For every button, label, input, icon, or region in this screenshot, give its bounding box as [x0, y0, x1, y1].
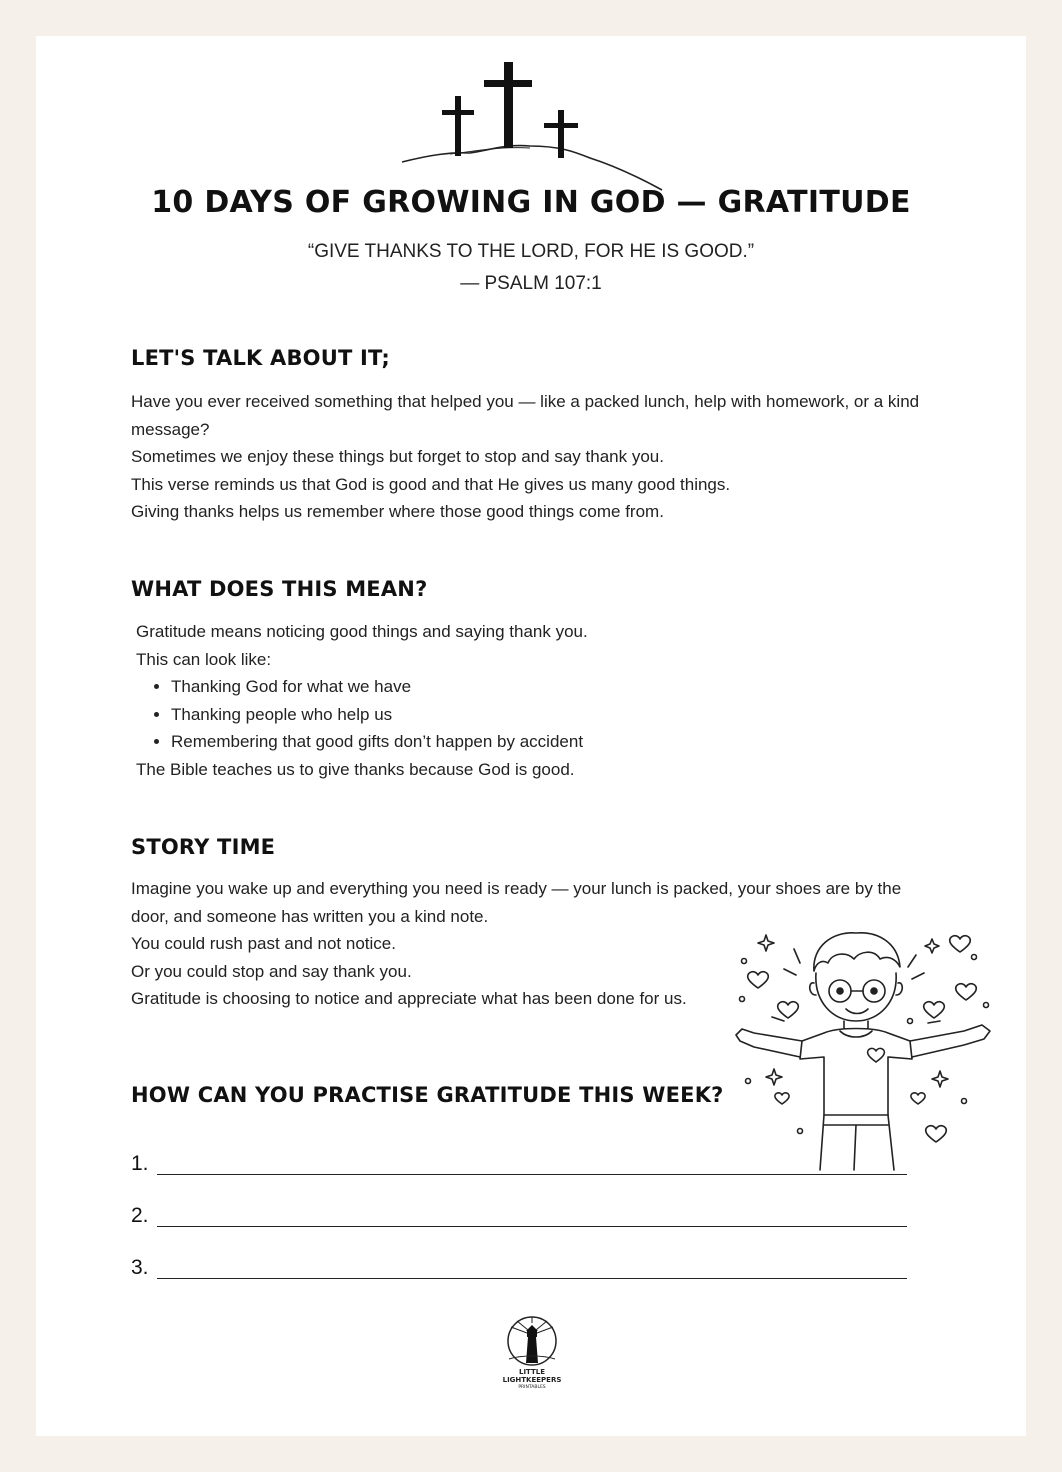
talk-body: [131, 388, 931, 526]
answer-line-1[interactable]: [131, 1152, 911, 1182]
verse-reference: — PSALM 107:1: [460, 273, 602, 294]
verse-text: “GIVE THANKS TO THE LORD, FOR HE IS GOOD.”: [307, 241, 755, 262]
logo-text-line: LIGHTKEEPERS: [502, 1376, 562, 1384]
answer-rule[interactable]: [157, 1226, 907, 1227]
meaning-body: [131, 618, 931, 783]
meaning-outro: The Bible teaches us to give thanks because God is good.: [136, 759, 575, 779]
logo-text-line: LITTLE: [518, 1368, 546, 1376]
answer-line-2[interactable]: [131, 1204, 911, 1234]
lighthouse-logo-icon: [497, 1313, 567, 1369]
section-heading-story: STORY TIME: [131, 835, 276, 859]
meaning-intro: Gratitude means noticing good things and saying thank you.: [136, 622, 588, 641]
answer-number: 2.: [131, 1204, 149, 1227]
story-paragraph: You could rush past and not notice.: [131, 934, 396, 953]
key-verse: [0, 236, 1062, 300]
talk-paragraph: Sometimes we enjoy these things but forget to stop and say thank you.: [131, 447, 664, 466]
kid-illustration: [728, 925, 1000, 1175]
story-paragraph: Or you could stop and say thank you.: [131, 961, 412, 981]
list-item: • Thanking people who help us: [171, 701, 931, 729]
brand-logo: [497, 1313, 567, 1393]
meaning-bullet-list: [131, 673, 931, 756]
story-paragraph: Imagine you wake up and everything you need is ready — your lunch is packed, your shoes are by the door, and someone has written you a kind note.: [131, 879, 902, 926]
logo-text-line: PRINTABLES: [518, 1385, 546, 1390]
three-crosses-icon: [400, 60, 664, 192]
answer-rule[interactable]: [157, 1278, 907, 1279]
section-heading-practise: HOW CAN YOU PRACTISE GRATITUDE THIS WEEK?: [131, 1083, 724, 1107]
section-heading-talk: LET'S TALK ABOUT IT;: [131, 346, 391, 370]
talk-paragraph: Have you ever received something that helped you — like a packed lunch, help with homework, or a kind message?: [131, 392, 920, 439]
talk-paragraph: Giving thanks helps us remember where those good things come from.: [131, 502, 664, 521]
list-item: • Thanking God for what we have: [171, 673, 931, 701]
answer-line-3[interactable]: [131, 1256, 911, 1286]
answer-number: 1.: [131, 1152, 149, 1175]
list-item: • Remembering that good gifts don’t happen by accident: [171, 728, 931, 756]
story-paragraph: Gratitude is choosing to notice and appreciate what has been done for us.: [131, 989, 687, 1008]
section-heading-meaning: WHAT DOES THIS MEAN?: [131, 577, 428, 601]
meaning-intro: This can look like:: [136, 649, 272, 669]
answer-number: 3.: [131, 1256, 149, 1279]
answer-rule[interactable]: [157, 1174, 907, 1175]
page-title: 10 DAYS OF GROWING IN GOD — GRATITUDE: [151, 185, 911, 220]
talk-paragraph: This verse reminds us that God is good and that He gives us many good things.: [131, 474, 731, 494]
